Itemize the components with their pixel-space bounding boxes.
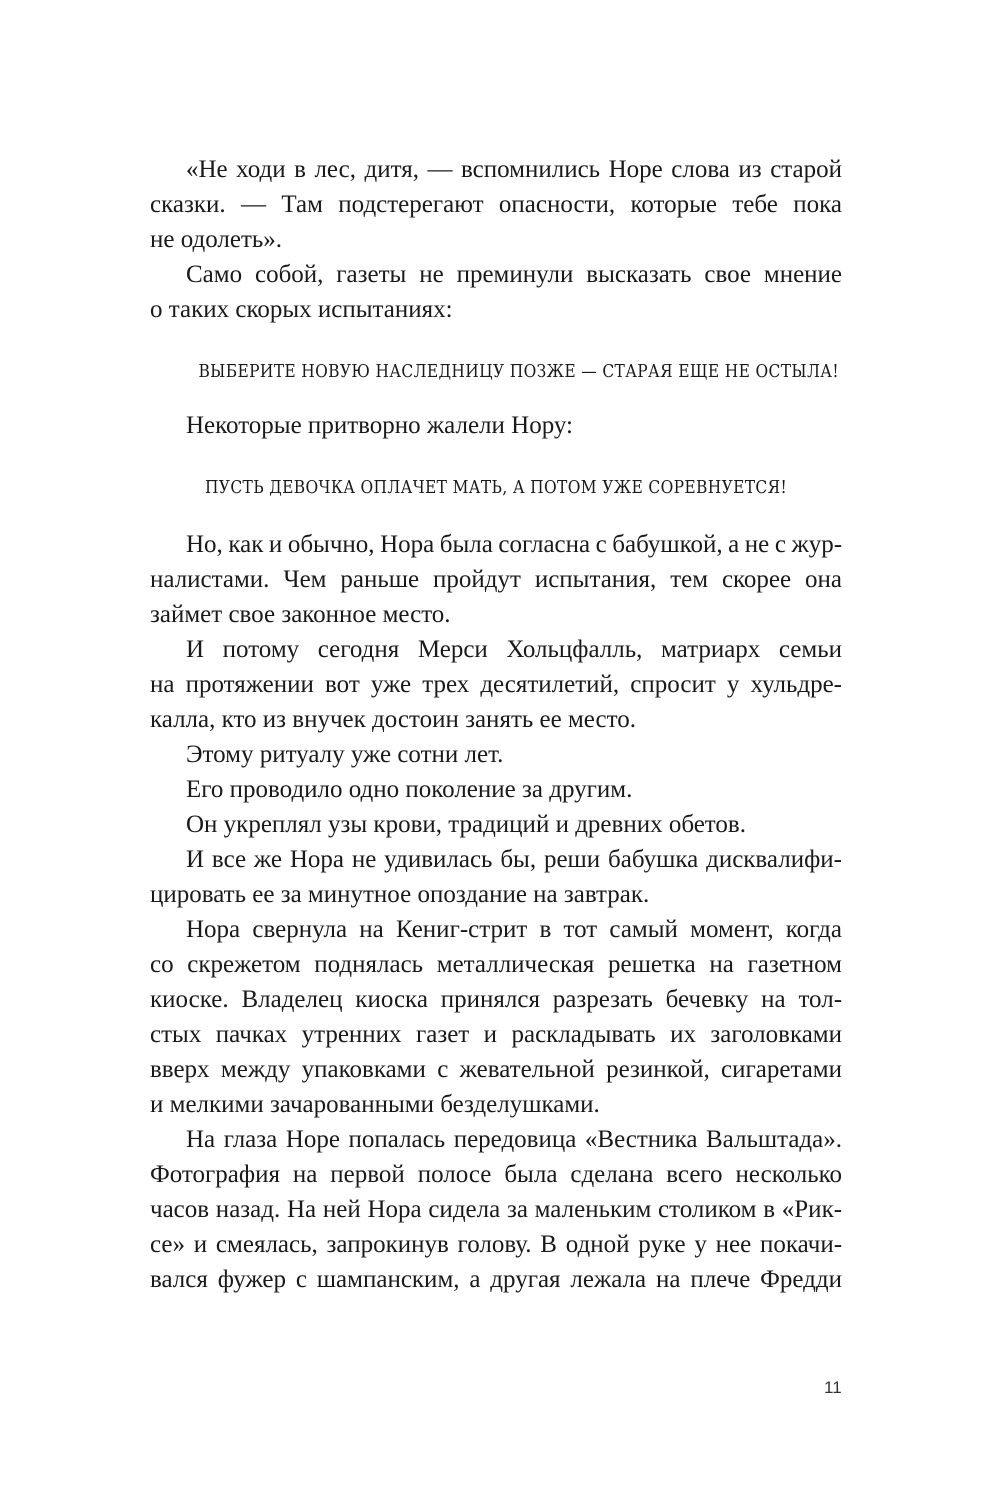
page-body bbox=[150, 152, 842, 1297]
text-line: вверх между упаковками с жевательной резинкой, сигаретами bbox=[150, 1056, 842, 1083]
text-line: «Не ходи в лес, дитя, — вспомнились Норе слова из старой bbox=[186, 156, 843, 183]
text-line: займет свое законное место. bbox=[150, 601, 451, 628]
text-line: налистами. Чем раньше пройдут испытания, тем скорее она bbox=[150, 566, 842, 593]
text-line: калла, кто из внучек достоин занять ее место. bbox=[150, 706, 636, 733]
paragraph bbox=[150, 772, 842, 807]
text-line: Но, как и обычно, Нора была согласна с бабушкой, а не с жур- bbox=[186, 531, 843, 558]
text-line: со скрежетом поднялась металлическая решетка на газетном bbox=[150, 951, 842, 978]
paragraph bbox=[150, 257, 842, 327]
newspaper-headline-1: ВЫБЕРИТЕ НОВУЮ НАСЛЕДНИЦУ ПОЗЖЕ — СТАРАЯ ЕЩЕ НЕ ОСТЫЛА! bbox=[198, 361, 839, 382]
text-line: стых пачках утренних газет и раскладывать их заголовками bbox=[150, 1021, 843, 1048]
text-line: часов назад. На ней Нора сидела за маленьким столиком в «Рик- bbox=[150, 1196, 843, 1223]
text-line: и мелкими зачарованными безделушками. bbox=[150, 1091, 600, 1118]
text-line: на протяжении вот уже трех десятилетий, спросит у хульдре- bbox=[150, 671, 842, 698]
text-line: сказки. — Там подстерегают опасности, которые тебе пока bbox=[150, 191, 842, 218]
paragraph bbox=[150, 527, 842, 632]
text-line: о таких скорых испытаниях: bbox=[150, 296, 453, 323]
paragraphs-after bbox=[150, 527, 842, 1297]
paragraph bbox=[150, 408, 842, 443]
paragraph bbox=[150, 632, 842, 737]
text-line: И все же Нора не удивилась бы, реши бабушка дисквалифи- bbox=[186, 846, 842, 873]
paragraph bbox=[150, 807, 842, 842]
paragraphs-before bbox=[150, 152, 842, 327]
text-line: цировать ее за минутное опоздание на завтрак. bbox=[150, 881, 650, 908]
text-line: Этому ритуалу уже сотни лет. bbox=[186, 741, 504, 768]
paragraph bbox=[150, 842, 842, 912]
text-line: не одолеть». bbox=[150, 226, 283, 253]
text-line: Некоторые притворно жалели Нору: bbox=[186, 412, 573, 439]
page-number: 11 bbox=[824, 1378, 842, 1397]
text-line: Он укреплял узы крови, традиций и древних обетов. bbox=[186, 811, 746, 838]
paragraph bbox=[150, 737, 842, 772]
paragraph bbox=[150, 152, 842, 257]
text-line: Само собой, газеты не преминули высказать свое мнение bbox=[186, 261, 843, 288]
text-line: Нора свернула на Кениг-стрит в тот самый момент, когда bbox=[186, 916, 842, 943]
text-line: киоске. Владелец киоска принялся разрезать бечевку на тол- bbox=[150, 986, 843, 1013]
text-line: На глаза Норе попалась передовица «Вестника Вальштада». bbox=[186, 1126, 842, 1153]
paragraph bbox=[150, 912, 842, 1122]
text-line: И потому сегодня Мерси Хольцфалль, матриарх семьи bbox=[186, 636, 842, 663]
newspaper-headline-2: ПУСТЬ ДЕВОЧКА ОПЛАЧЕТ МАТЬ, А ПОТОМ УЖЕ СОРЕВНУЕТСЯ! bbox=[204, 477, 788, 498]
text-line: се» и смеялась, запрокинув голову. В одной руке у нее покачи- bbox=[150, 1231, 843, 1258]
text-line: вался фужер с шампанским, а другая лежала на плече Фредди bbox=[150, 1266, 842, 1293]
text-line: Его проводило одно поколение за другим. bbox=[186, 776, 633, 803]
text-line: Фотография на первой полосе была сделана всего несколько bbox=[150, 1161, 842, 1188]
paragraph bbox=[150, 1122, 842, 1297]
